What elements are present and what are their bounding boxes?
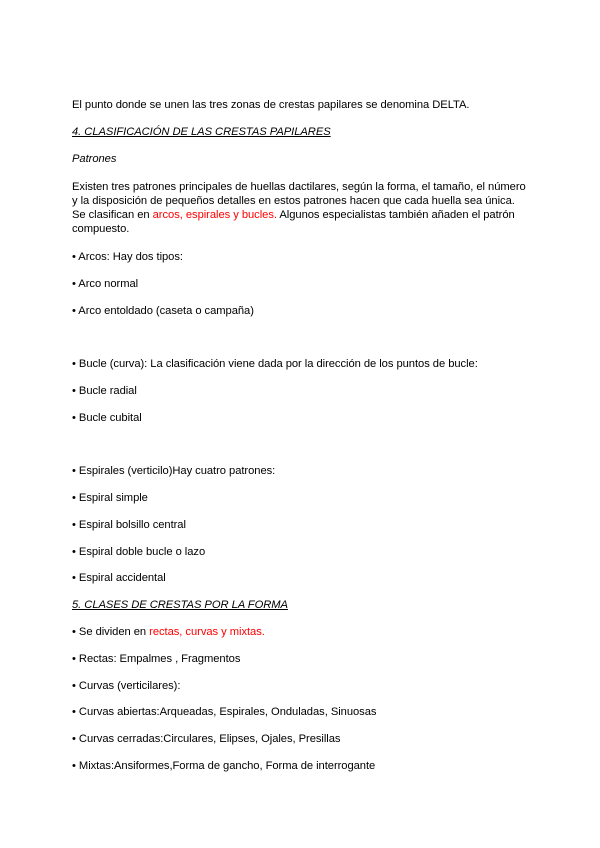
pattern-types-highlight: arcos, espirales y bucles. (152, 209, 277, 221)
patrones-subheading: Patrones (72, 153, 117, 165)
list-item: • Bucle radial (72, 385, 137, 397)
list-item: • Bucle cubital (72, 412, 142, 424)
paragraph-line-1: Existen tres patrones principales de huellas dactilares, según la forma, el tamaño, el número (72, 181, 526, 193)
list-item: • Espiral bolsillo central (72, 519, 186, 531)
intro-text: El punto donde se unen las tres zonas de crestas papilares se denomina DELTA. (72, 99, 470, 111)
divide-line-start: • Se dividen en (72, 626, 150, 638)
list-item: • Espiral accidental (72, 572, 166, 584)
list-item: • Mixtas:Ansiformes,Forma de gancho, Forma de interrogante (72, 760, 376, 772)
crest-classes-highlight: rectas, curvas y mixtas. (149, 626, 265, 638)
list-item: • Espiral doble bucle o lazo (72, 546, 206, 558)
list-item: • Curvas cerradas:Circulares, Elipses, Ojales, Presillas (72, 733, 341, 745)
list-item: • Curvas abiertas:Arqueadas, Espirales, Onduladas, Sinuosas (72, 706, 377, 718)
paragraph-line-4: compuesto. (72, 223, 130, 235)
list-item: • Espiral simple (72, 492, 148, 504)
section-5-heading: 5. CLASES DE CRESTAS POR LA FORMA (72, 599, 288, 611)
paragraph-line-3-end: Algunos especialistas también añaden el patrón (276, 209, 515, 221)
divide-line (72, 625, 265, 639)
paragraph-line-3-start: Se clasifican en (72, 209, 153, 221)
paragraph-line-2: y la disposición de pequeños detalles en estos patrones hacen que cada huella sea única. (72, 195, 515, 207)
list-item: • Rectas: Empalmes , Fragmentos (72, 653, 241, 665)
bucle-title: • Bucle (curva): La clasificación viene dada por la dirección de los puntos de bucle: (72, 358, 478, 370)
arcos-title: • Arcos: Hay dos tipos: (72, 251, 183, 263)
list-item: • Arco normal (72, 278, 139, 290)
list-item: • Arco entoldado (caseta o campaña) (72, 305, 254, 317)
list-item: • Curvas (verticilares): (72, 680, 181, 692)
espirales-title: • Espirales (verticilo)Hay cuatro patrones: (72, 465, 276, 477)
paragraph-line-3 (72, 208, 515, 222)
section-4-heading: 4. CLASIFICACIÓN DE LAS CRESTAS PAPILARES (72, 126, 331, 138)
